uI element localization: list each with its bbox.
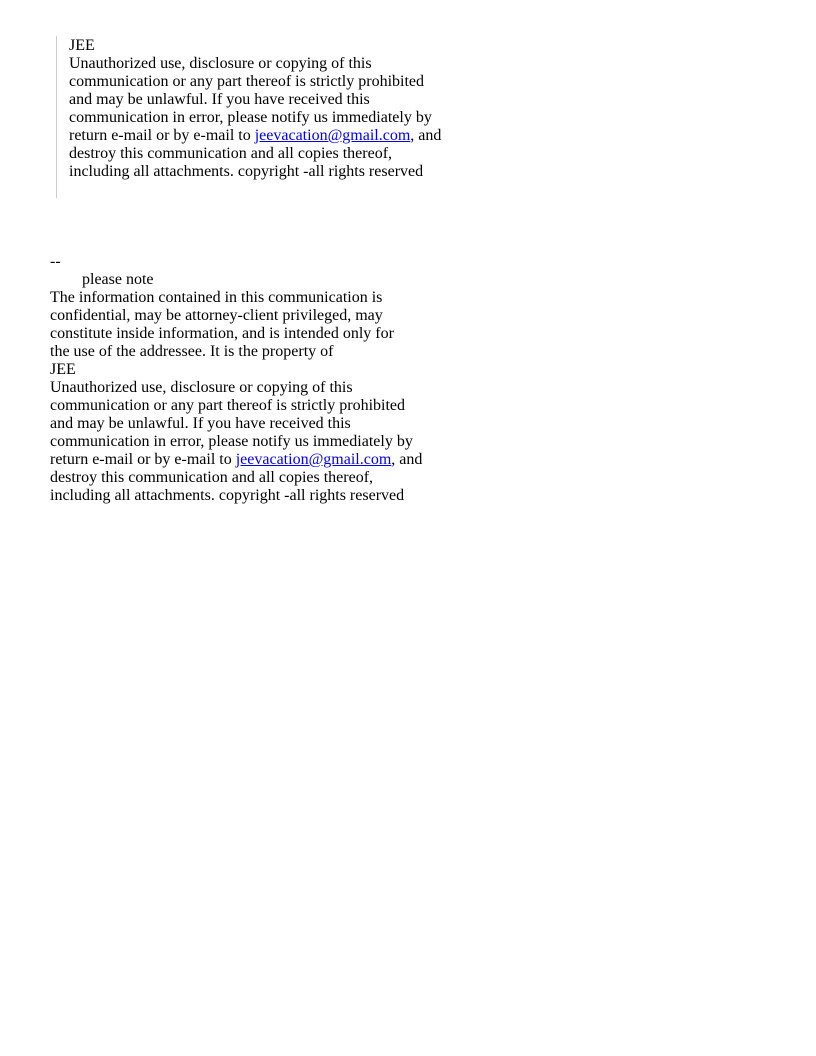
signature-line: confidential, may be attorney-client privileged, may bbox=[50, 307, 383, 324]
quoted-line-prefix: return e-mail or by e-mail to bbox=[69, 127, 255, 144]
quoted-line: communication in error, please notify us immediately by bbox=[69, 109, 432, 126]
quoted-line: and may be unlawful. If you have received this bbox=[69, 91, 370, 108]
quoted-email-link[interactable]: jeevacation@gmail.com bbox=[254, 127, 411, 144]
quoted-line: including all attachments. copyright -all rights reserved bbox=[69, 163, 424, 180]
quoted-line-suffix: , and bbox=[410, 127, 442, 144]
quoted-line: communication or any part thereof is strictly prohibited bbox=[69, 73, 425, 90]
signature-separator: -- bbox=[50, 253, 61, 270]
quoted-block bbox=[56, 36, 477, 198]
quoted-line: destroy this communication and all copies thereof, bbox=[69, 145, 393, 162]
signature-block bbox=[50, 253, 422, 505]
signature-line: destroy this communication and all copies thereof, bbox=[50, 469, 374, 486]
signature-line-with-link bbox=[50, 451, 422, 469]
quoted-line: Unauthorized use, disclosure or copying of this bbox=[69, 55, 372, 72]
note-heading: please note bbox=[82, 271, 154, 288]
signature-email-link[interactable]: jeevacation@gmail.com bbox=[235, 451, 392, 468]
signature-line-prefix: return e-mail or by e-mail to bbox=[50, 451, 236, 468]
signature-line: constitute inside information, and is intended only for bbox=[50, 325, 394, 342]
signature-line: the use of the addressee. It is the property of bbox=[50, 343, 334, 360]
signature-line: communication or any part thereof is strictly prohibited bbox=[50, 397, 406, 414]
signature-line: Unauthorized use, disclosure or copying of this bbox=[50, 379, 353, 396]
signature-line-suffix: , and bbox=[391, 451, 423, 468]
signature-line: communication in error, please notify us immediately by bbox=[50, 433, 413, 450]
signature-line: The information contained in this communication is bbox=[50, 289, 383, 306]
signature-line: JEE bbox=[50, 361, 76, 378]
quoted-line: JEE bbox=[69, 37, 95, 54]
signature-line: and may be unlawful. If you have received this bbox=[50, 415, 351, 432]
quoted-line-with-link bbox=[69, 127, 441, 145]
signature-line: including all attachments. copyright -all rights reserved bbox=[50, 487, 405, 504]
quoted-text bbox=[69, 37, 441, 181]
